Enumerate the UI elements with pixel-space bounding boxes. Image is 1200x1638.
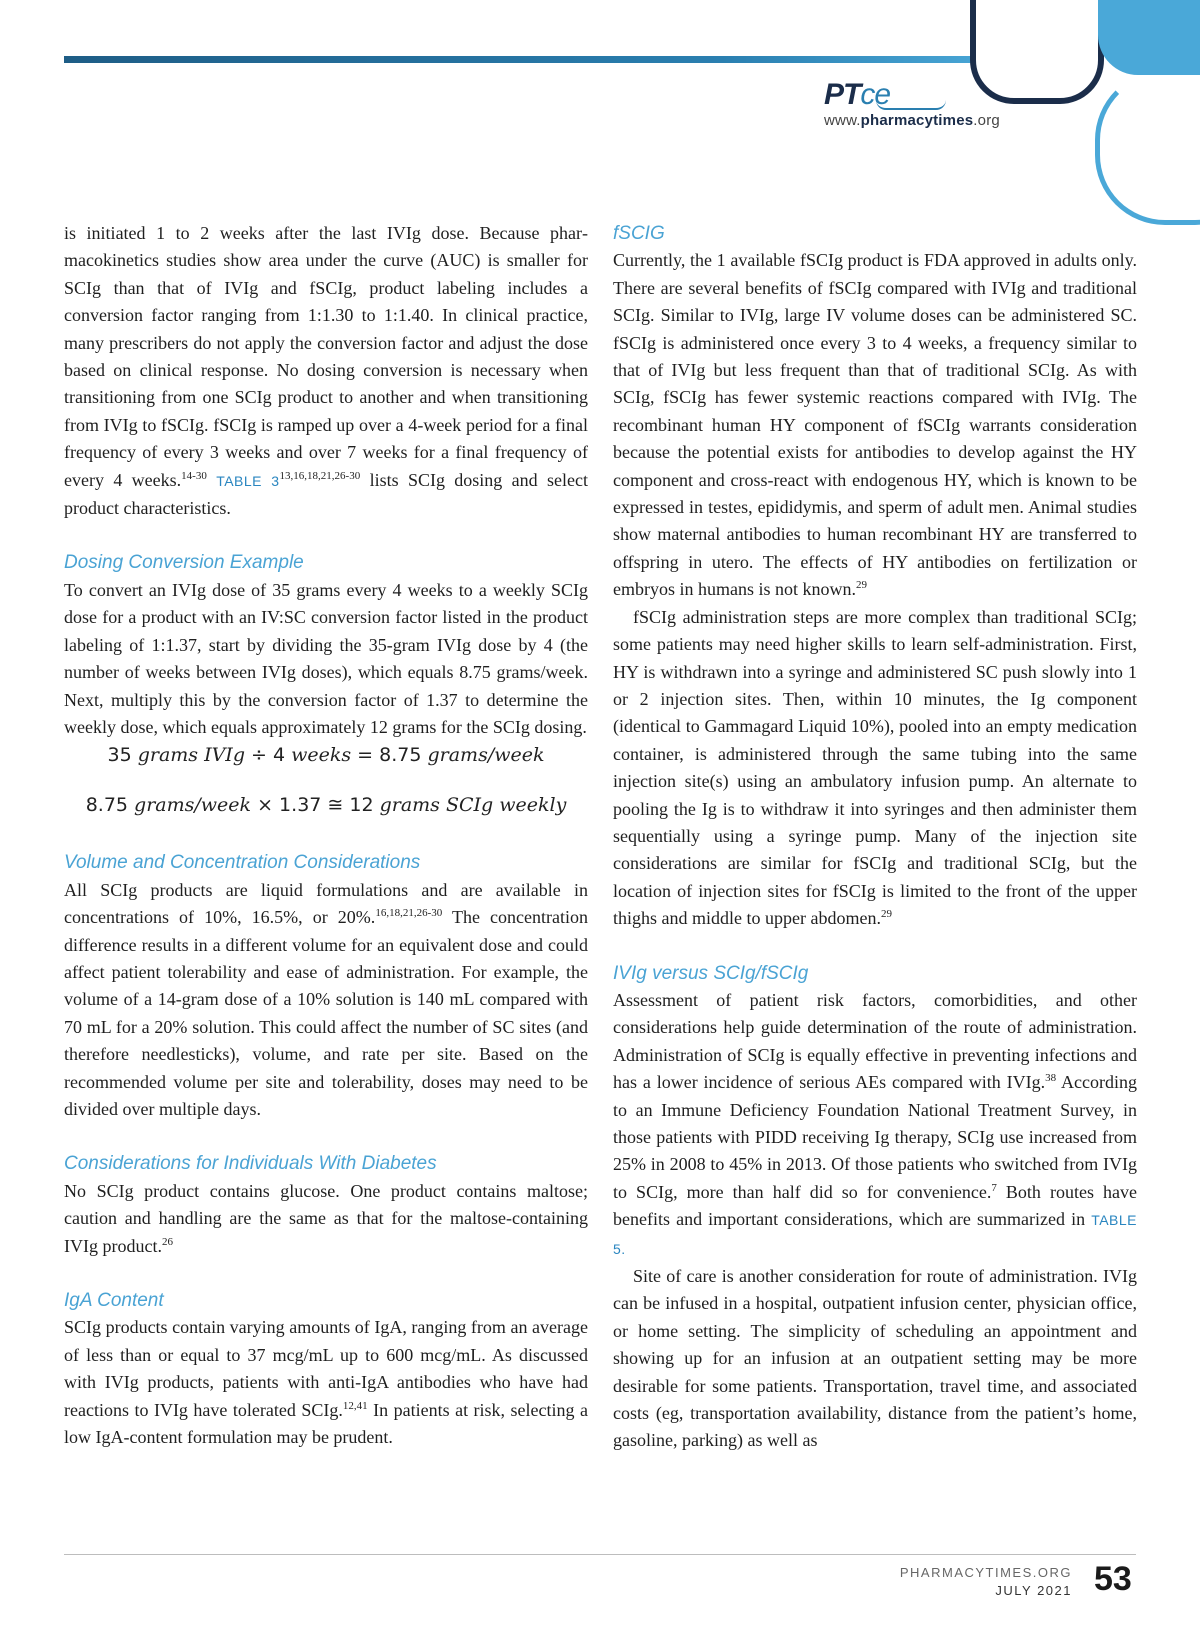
paragraph: Assessment of patient risk factors, comorbidities, and other considerations help guide determination of the route of administration. Administration of SCIg is equally effective in preventing infections and has a lower incidence of serious AEs compared with IVIg.$^{38}$ According to an Immune Deficiency Foundation National Treatment Survey, in those patients with PIDD receiving Ig therapy, SCIg use increased from 25% in 2008 to 45% in 2013. Of those patients who switched from IVIg to SCIg, more than half did so for convenience.$^7$ Both routes have benefits and important considerations, which are summarized in TABLE 5.: [613, 989, 1137, 1257]
paragraph: Site of care is another consideration for route of administration. IVIg can be infused in a hospital, outpatient infusion center, physician office, or home setting. The simplicity of scheduling an appointment and showing up for an infusion at an outpatient setting may be more desirable for some patients. Transportation, travel time, and associated costs (eg, transportation availability, distance from the patient’s home, gasoline, parking) as well as: [613, 1266, 1137, 1451]
header-rule: [64, 56, 1004, 63]
paragraph: is initiated 1 to 2 weeks after the last IVIg dose. Because pharmacokinetics studies show area under the curve (AUC) is smaller for SCIg than that of IVIg and fSCIg, product labeling includes a conversion factor ranging from 1:1.30 to 1:1.40. In clinical practice, many prescribers do not apply the conversion factor and adjust the dose based on clinical response. No dosing conversion is necessary when transitioning from one SCIg product to another and when transitioning from IVIg to fSCIg. fSCIg is ramped up over a 4-week period for a final frequency of every 3 weeks and over 7 weeks for a final frequency of every 4 weeks.$^{14-30}$ TABLE 3$^{13,16,18,21,26-30}$ lists SCIg dosing and select product characteristics.: [64, 223, 588, 519]
paragraph: All SCIg products are liquid formulations and are available in concentrations of 10%, 16.5%, or 20%.$^{16,18,21,26-30}$ The concentration difference results in a different volume for an equivalent dose and could affect patient tolerability and ease of administration. For example, the volume of a 14-gram dose of a 10% solution is 140 mL compared with 70 mL for a 20% solution. This could affect the number of SC sites (and therefore needlesticks), volume, and rate per site. Based on the recommended volume per site and tolerability, doses may need to be divided over multiple days.: [64, 879, 588, 1119]
section-heading-dosing: Dosing Conversion Example: [64, 552, 304, 574]
footer-site: PHARMACYTIMES.ORG: [899, 1565, 1072, 1580]
header-url: www.pharmacytimes.org: [824, 112, 1000, 129]
decorative-ring-light: [1095, 70, 1200, 225]
left-column: [64, 220, 588, 1451]
decorative-shape-blue: [1098, 0, 1200, 75]
ptce-logo: PTce: [824, 78, 890, 112]
section-heading-fscig: fSCIG: [613, 223, 665, 244]
section-heading-volume: Volume and Concentration Considerations: [64, 852, 421, 874]
logo-swoosh-icon: [876, 100, 946, 110]
decorative-ring-dark: [970, 0, 1104, 104]
right-column: [613, 220, 1137, 1455]
paragraph: To convert an IVIg dose of 35 grams every 4 weeks to a weekly SCIg dose for a product with an IV:SC conversion factor listed in the product labeling of 1:1.37, start by dividing the 35-gram IVIg dose by 4 (the number of weeks between IVIg doses), which equals 8.75 grams/week. Next, multiply this by the conversion factor of 1.37 to determine the weekly dose, which equals approximately 12 grams for the SCIg dosing.: [64, 579, 588, 737]
footer-rule: [64, 1554, 1136, 1555]
formula-2: 8.75 grams/week × 1.37 ≅ 12 grams SCIg weekly: [85, 794, 567, 817]
paragraph: No SCIg product contains glucose. One product contains maltose; caution and handling are the same as that for the maltose-containing IVIg product.$^{26}$: [64, 1180, 588, 1256]
footer-date: JULY 2021: [995, 1583, 1072, 1598]
page-number: 53: [1094, 1560, 1132, 1598]
formula-1: 35 grams IVIg ÷ 4 weeks = 8.75 grams/week: [107, 744, 545, 767]
section-heading-diabetes: Considerations for Individuals With Diabetes: [64, 1153, 437, 1175]
section-heading-iga: IgA Content: [64, 1290, 164, 1311]
paragraph: SCIg products contain varying amounts of IgA, ranging from an average of less than or equal to 37 mcg/mL up to 600 mcg/mL. As discussed with IVIg products, patients with anti-IgA antibodies who have had reactions to IVIg have tolerated SCIg.$^{12,41}$ In patients at risk, selecting a low IgA-content formulation may be prudent.: [64, 1317, 589, 1448]
paragraph: Currently, the 1 available fSCIg product is FDA approved in adults only. There are several benefits of fSCIg compared with IVIg and traditional SCIg. Similar to IVIg, large IV volume doses can be administered SC. fSCIg is administered once every 3 to 4 weeks, a frequency similar to that of IVIg but less frequent than that of traditional SCIg. As with SCIg, fSCIg has fewer systemic reactions compared with IVIg. The recombinant human HY component of fSCIg warrants consideration because the potential exists for antibodies to develop against the HY component and cross-react with endogenous HY, which is known to be expressed in testes, epididymis, and sperm of adult men. Animal studies show maternal antibodies to human recombinant HY are transferred to offspring in utero. The effects of HY antibodies on fertilization or embryos in humans is not known.$^{29}$: [613, 250, 1137, 600]
table-5-link[interactable]: TABLE 5.: [613, 1212, 1137, 1257]
paragraph: fSCIg administration steps are more complex than traditional SCIg; some patients may need higher skills to learn self-administration. First, HY is withdrawn into a syringe and administered SC push slowly into 1 or 2 injection sites. Then, within 10 minutes, the Ig component (identical to Gammagard Liquid 10%), pooled into an empty medication container, is administered through the same tubing into the same injection site(s) using an ambulatory infusion pump. An alternate to pooling the Ig is to withdraw it into syringes and then administer them sequentially using a syringe pump. Many of the injection site considerations are similar for fSCIg and traditional SCIg, but the location of injection sites for fSCIg is limited to the front of the upper thighs and middle to upper abdomen.$^{29}$: [613, 606, 1137, 929]
table-3-link[interactable]: TABLE 3: [216, 472, 280, 489]
section-heading-ivig: IVIg versus SCIg/fSCIg: [613, 962, 809, 984]
